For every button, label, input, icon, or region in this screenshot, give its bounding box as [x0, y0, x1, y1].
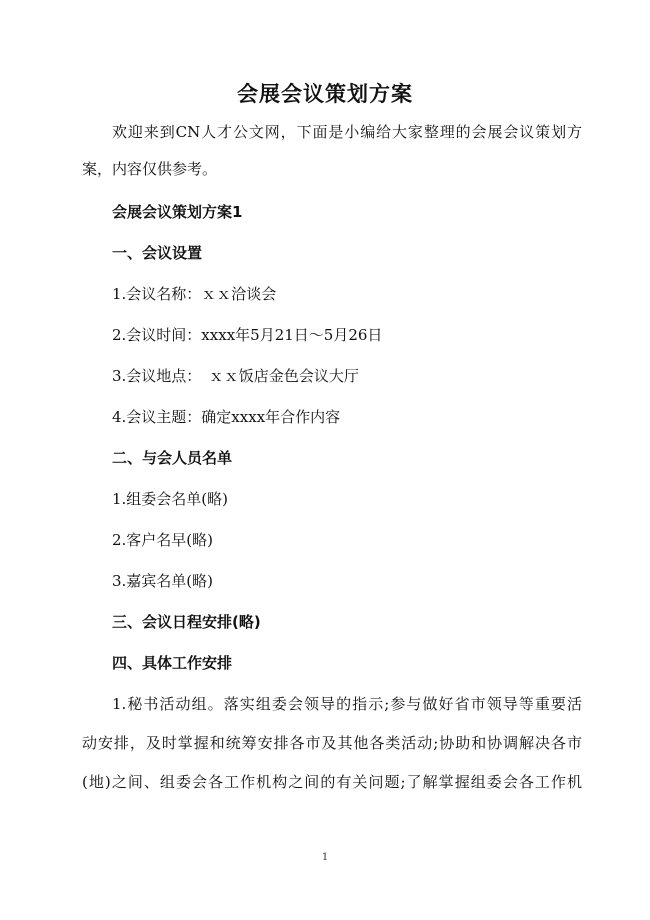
section-4-para-line-2: 动安排，及时掌握和统筹安排各市及其他各类活动;协助和协调解决各市 [82, 734, 582, 752]
section-4-para-line-1: 1.秘书活动组。落实组委会领导的指示;参与做好省市领导等重要活 [112, 695, 582, 713]
document-title: 会展会议策划方案 [237, 82, 413, 106]
section-1-item-1: 1.会议名称：ｘｘ洽谈会 [112, 285, 277, 303]
intro-line-1: 欢迎来到CN人才公文网，下面是小编给大家整理的会展会议策划方 [112, 123, 582, 141]
section-2-item-1: 1.组委会名单(略) [112, 490, 229, 508]
section-4-heading: 四、具体工作安排 [112, 654, 233, 672]
section-3-heading: 三、会议日程安排(略) [112, 613, 261, 631]
section-1-heading: 一、会议设置 [112, 244, 203, 262]
section-2-item-2: 2.客户名早(略) [112, 531, 214, 549]
section-1-item-4: 4.会议主题：确定xxxx年合作内容 [112, 408, 341, 426]
intro-line-2: 案，内容仅供参考。 [82, 160, 218, 178]
page-number: 1 [321, 852, 329, 863]
section-1-item-2: 2.会议时间：xxxx年5月21日～5月26日 [112, 326, 383, 344]
section-4-para-line-3: (地)之间、组委会各工作机构之间的有关问题;了解掌握组委会各工作机 [82, 773, 582, 791]
plan-heading: 会展会议策划方案1 [112, 203, 243, 221]
section-2-item-3: 3.嘉宾名单(略) [112, 572, 214, 590]
section-2-heading: 二、与会人员名单 [112, 449, 233, 467]
section-1-item-3: 3.会议地点： ｘｘ饭店金色会议大厅 [112, 367, 359, 385]
